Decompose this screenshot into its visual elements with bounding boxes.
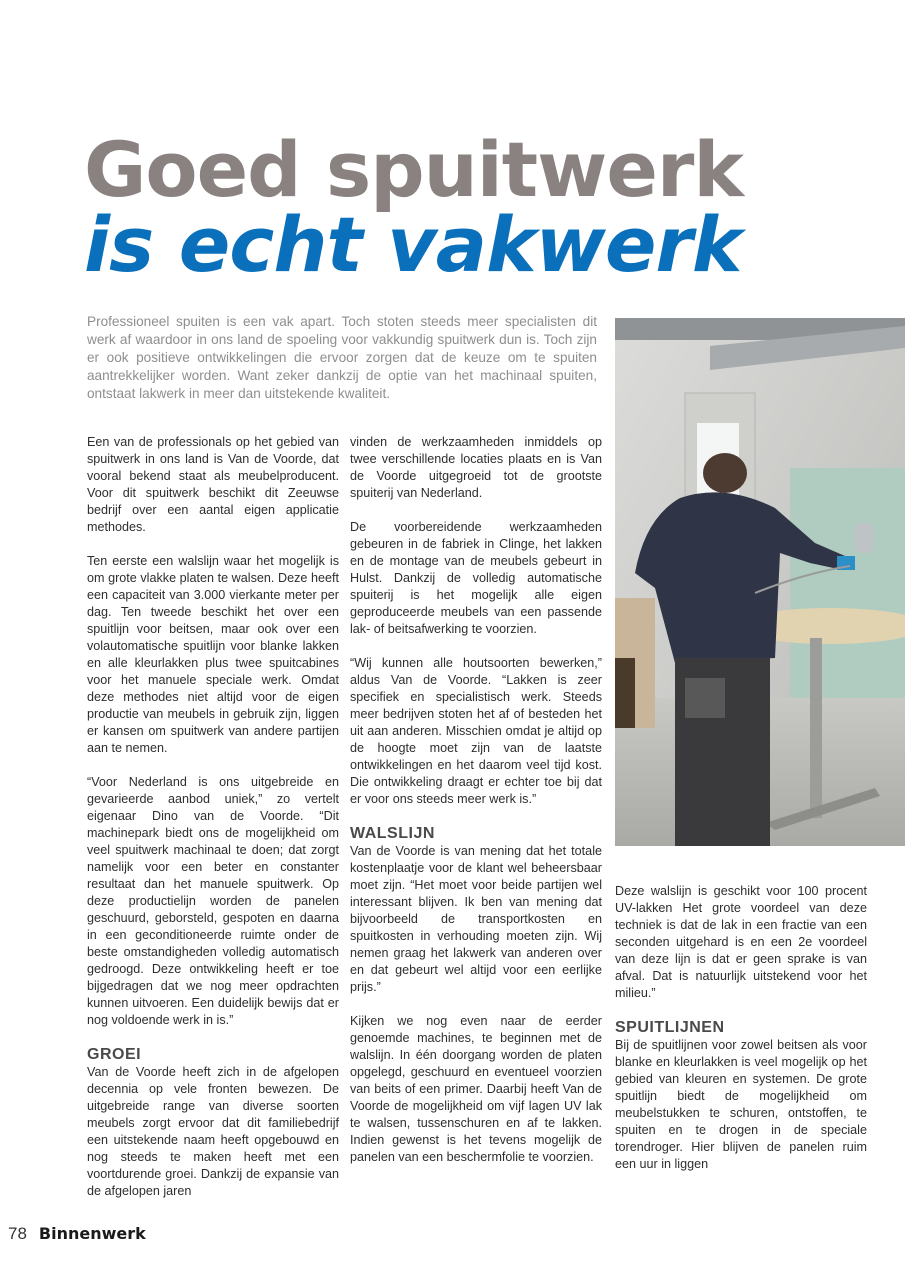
page-footer	[8, 1224, 146, 1244]
paragraph: vinden de werkzaamheden inmiddels op twee verschillende locaties plaats en is Van de Voorde uitgegroeid tot de grootste spuiterij van Nederland.	[350, 435, 602, 500]
paragraph: Kijken we nog even naar de eerder genoemde machines, te beginnen met de walslijn. In één doorgang worden de platen opgelegd, geschuurd en eventueel voorzien van beits of een primer. Daarbij heeft Van de Voorde de mogelijkheid om vijf lagen UV lak te walsen, tussenschuren en af te lakken. Indien gewenst is het tevens mogelijk de panelen van een beschermfolie te voorzien.	[350, 1014, 602, 1164]
spray-painter-photo-icon	[615, 318, 905, 846]
paragraph: Van de Voorde is van mening dat het totale kostenplaatje voor de klant wel beheersbaar moet zijn. “Het moet voor beide partijen wel interessant blijven. Ik ben van mening dat bijvoorbeeld de transportkosten en spuitkosten in verhouding moeten zijn. Wij nemen graag het lakwerk van anderen over en dat gebeurt wel altijd voor een eerlijke prijs.”	[350, 844, 602, 994]
paragraph: Bij de spuitlijnen voor zowel beitsen als voor blanke en kleurlakken is veel mogelijk op het gebied van kleuren en systemen. De grote spuitlijn biedt de mogelijkheid om meubelstukken te schuren, ontstoffen, te spuiten en te drogen in de speciale torendroger. Hier blijven de panelen ruim een uur in liggen	[615, 1038, 867, 1171]
magazine-name: Binnenwerk	[38, 1224, 146, 1243]
section-heading-groei: GROEI	[87, 1046, 142, 1063]
section-heading-spuitlijnen: SPUITLIJNEN	[615, 1019, 725, 1036]
article-photo	[615, 318, 905, 846]
article-column-2	[350, 434, 602, 1183]
page-number: 78	[8, 1224, 27, 1243]
intro-lead: Professioneel spuiten is een vak apart. Toch stoten steeds meer specialisten dit werk af waardoor in ons land de spoeling voor vakkundig spuitwerk dun is. Toch zijn er ook positieve ontwikkelingen die ervoor zorgen dat de keuze om te spuiten aantrekkelijker worden. Want zeker dankzij de optie van het machinaal spuiten, ontstaat lakwerk in meer dan uitstekende kwaliteit.	[87, 314, 597, 401]
paragraph: “Voor Nederland is ons uitgebreide en gevarieerde aanbod uniek,” zo vertelt eigenaar Dino van de Voorde. “Dit machinepark biedt ons de mogelijkheid om veel spuitwerk machinaal te doen; dat zorgt namelijk voor een beter en constanter resultaat dan het manuele spuitwerk. Op deze productielijn worden de panelen geschuurd, geborsteld, gespoten en daarna in een geconditioneerde ruimte onder de beste omstandigheden volledig automatisch gedroogd. Deze ontwikkeling heeft er toe bijgedragen dat we nog meer opdrachten kunnen uitvoeren. Een duidelijk bewijs dat er nog voldoende werk in is.”	[87, 775, 339, 1027]
paragraph: De voorbereidende werkzaamheden gebeuren in de fabriek in Clinge, het lakken en de montage van de meubels gebeurt in Hulst. Dankzij de volledig automatische spuiterij is het mogelijk alle eigen geproduceerde meubels van een passende lak- of beitsafwerking te voorzien.	[350, 520, 602, 636]
paragraph: “Wij kunnen alle houtsoorten bewerken,” aldus Van de Voorde. “Lakken is zeer specifiek en specialistisch werk. Steeds meer bedrijven stoten het af of besteden het uit aan anderen. Misschien omdat je altijd op de hoogte moet zijn van de laatste ontwikkelingen en het daarom veel tijd kost. Die ontwikkeling draagt er echter toe bij dat er voor ons steeds meer werk is.”	[350, 656, 602, 806]
paragraph: Deze walslijn is geschikt voor 100 procent UV-lakken Het grote voordeel van deze techniek is dat de lak in een fractie van een seconden uitgehard is en een 2e voordeel van deze lijn is dat er geen sprake is van afval. Dat is natuurlijk uitstekend voor het milieu.”	[615, 884, 867, 1000]
article-column-3	[615, 883, 867, 1190]
paragraph: Van de Voorde heeft zich in de afgelopen decennia op vele fronten bewezen. De uitgebreide range van diverse soorten meubels zorgt ervoor dat dit familiebedrijf een uitstekende naam heeft opgebouwd en nog steeds te maken heeft met een voortdurende groei. Dankzij de expansie van de afgelopen jaren	[87, 1065, 339, 1198]
section-heading-walslijn: WALSLIJN	[350, 825, 435, 842]
headline-line-2: is echt vakwerk	[84, 200, 742, 289]
paragraph: Een van de professionals op het gebied van spuitwerk in ons land is Van de Voorde, dat vooral bekend staat als meubelproducent. Voor dit spuitwerk beschikt dit Zeeuwse bedrijf over een aantal eigen applicatie methodes.	[87, 435, 339, 534]
headline-line-1: Goed spuitwerk	[84, 125, 743, 214]
article-column-1	[87, 434, 339, 1217]
paragraph: Ten eerste een walslijn waar het mogelijk is om grote vlakke platen te walsen. Deze heeft een capaciteit van 3.000 vierkante meter per dag. Ten tweede beschikt het over een spuitlijn voor beitsen, maar ook over een volautomatische spuitlijn voor blanke lakken en alle kleurlakken plus twee spuitcabines voor het manuele speciale werk. Omdat deze methodes niet altijd voor de eigen productie van meubels in gebruik zijn, liggen er kansen om spuitwerk van andere partijen aan te nemen.	[87, 554, 339, 755]
